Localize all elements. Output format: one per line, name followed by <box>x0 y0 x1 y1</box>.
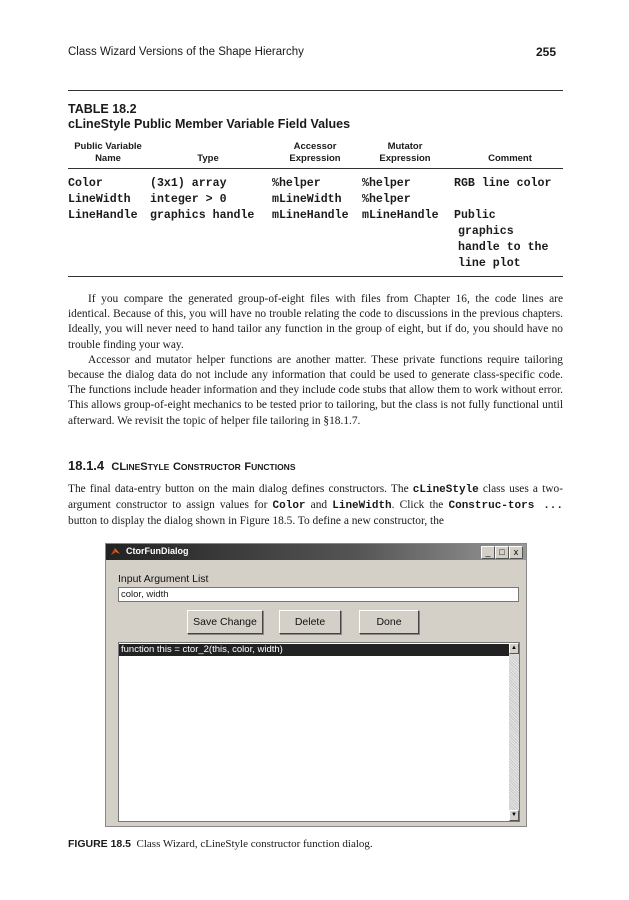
paragraph: Accessor and mutator helper functions are another matter. These private functions require tailoring because the dialog data do not include any information that could be used to generate class-specific code. The functions include header information and they include code stubs that allow them to work without error. This allows group-of-eight mechanics to be tested prior to tailoring, but the class is not fully functional until afterward. We revisit the topic of helper file tailoring in §18.1.7. <box>68 353 563 427</box>
table-cell: (3x1) array <box>150 177 227 190</box>
constructor-listbox[interactable] <box>118 642 520 822</box>
table-cell: integer > 0 <box>150 193 227 206</box>
maximize-icon[interactable]: □ <box>495 546 509 559</box>
input-argument-label: Input Argument List <box>118 573 209 585</box>
paragraph: The final data-entry button on the main dialog defines constructors. The cLineStyle class uses a two-argument constructor to assign values for Color and LineWidth. Click the Construc-tors ... button to display the dialog shown in Figure 18.5. To define a new constructor, the <box>68 483 563 528</box>
list-item[interactable]: function this = ctor_2(this, color, width) <box>119 644 509 656</box>
table-bottom-rule <box>68 276 563 277</box>
vertical-scrollbar[interactable] <box>509 643 519 821</box>
table-cell: mLineWidth <box>272 193 342 206</box>
dialog-title: CtorFunDialog <box>126 546 189 556</box>
table-cell: %helper <box>362 193 411 206</box>
table-cell: mLineHandle <box>362 209 439 222</box>
table-cell: handle to the <box>458 241 549 254</box>
header-rule <box>68 90 563 91</box>
done-button[interactable]: Done <box>359 610 419 634</box>
table-cell: line plot <box>458 257 521 270</box>
paragraph: If you compare the generated group-of-eight files with files from Chapter 16, the code lines are identical. Because of this, you will have no trouble relating the code to discussions in the previous chapters. Ideally, you will never need to hand tailor any function in the group of eight, but if do, you should have no trouble finding your way. <box>68 293 563 351</box>
table-cell: mLineHandle <box>272 209 349 222</box>
body-text <box>68 292 563 429</box>
col-mutator-header: Mutator Expression <box>379 141 431 164</box>
table-cell: graphics handle <box>150 209 255 222</box>
minimize-icon[interactable]: _ <box>481 546 495 559</box>
col-type-header: Type <box>197 153 219 164</box>
save-change-button[interactable]: Save Change <box>187 610 263 634</box>
scroll-down-icon[interactable]: ▼ <box>509 810 519 821</box>
delete-button[interactable]: Delete <box>279 610 341 634</box>
col-name-header: Public Variable Name <box>74 141 142 164</box>
table-cell: Public <box>454 209 496 222</box>
table-cell: %helper <box>362 177 411 190</box>
body-text <box>68 482 563 530</box>
table-header-rule <box>68 168 563 169</box>
col-comment-header: Comment <box>488 153 532 164</box>
table-title: cLineStyle Public Member Variable Field Values <box>68 117 351 131</box>
table-cell: %helper <box>272 177 321 190</box>
section-heading: 18.1.4 CLINESTYLE CONSTRUCTOR FUNCTIONS <box>68 458 296 473</box>
table-cell: graphics <box>458 225 514 238</box>
table-cell: RGB line color <box>454 177 552 190</box>
scroll-up-icon[interactable]: ▲ <box>509 643 519 654</box>
matlab-logo-icon <box>110 546 121 557</box>
table-label: TABLE 18.2 <box>68 102 137 116</box>
col-accessor-header: Accessor Expression <box>289 141 341 164</box>
dialog-titlebar[interactable] <box>106 544 526 560</box>
input-argument-field[interactable]: color, width <box>118 587 519 602</box>
table-cell: LineHandle <box>68 209 138 222</box>
figure-caption: FIGURE 18.5 Class Wizard, cLineStyle constructor function dialog. <box>68 838 373 850</box>
running-header-title: Class Wizard Versions of the Shape Hierarchy <box>68 46 304 58</box>
table-cell: LineWidth <box>68 193 131 206</box>
page-number: 255 <box>536 45 557 59</box>
ctor-fun-dialog <box>105 543 527 827</box>
close-icon[interactable]: x <box>509 546 523 559</box>
table-cell: Color <box>68 177 103 190</box>
